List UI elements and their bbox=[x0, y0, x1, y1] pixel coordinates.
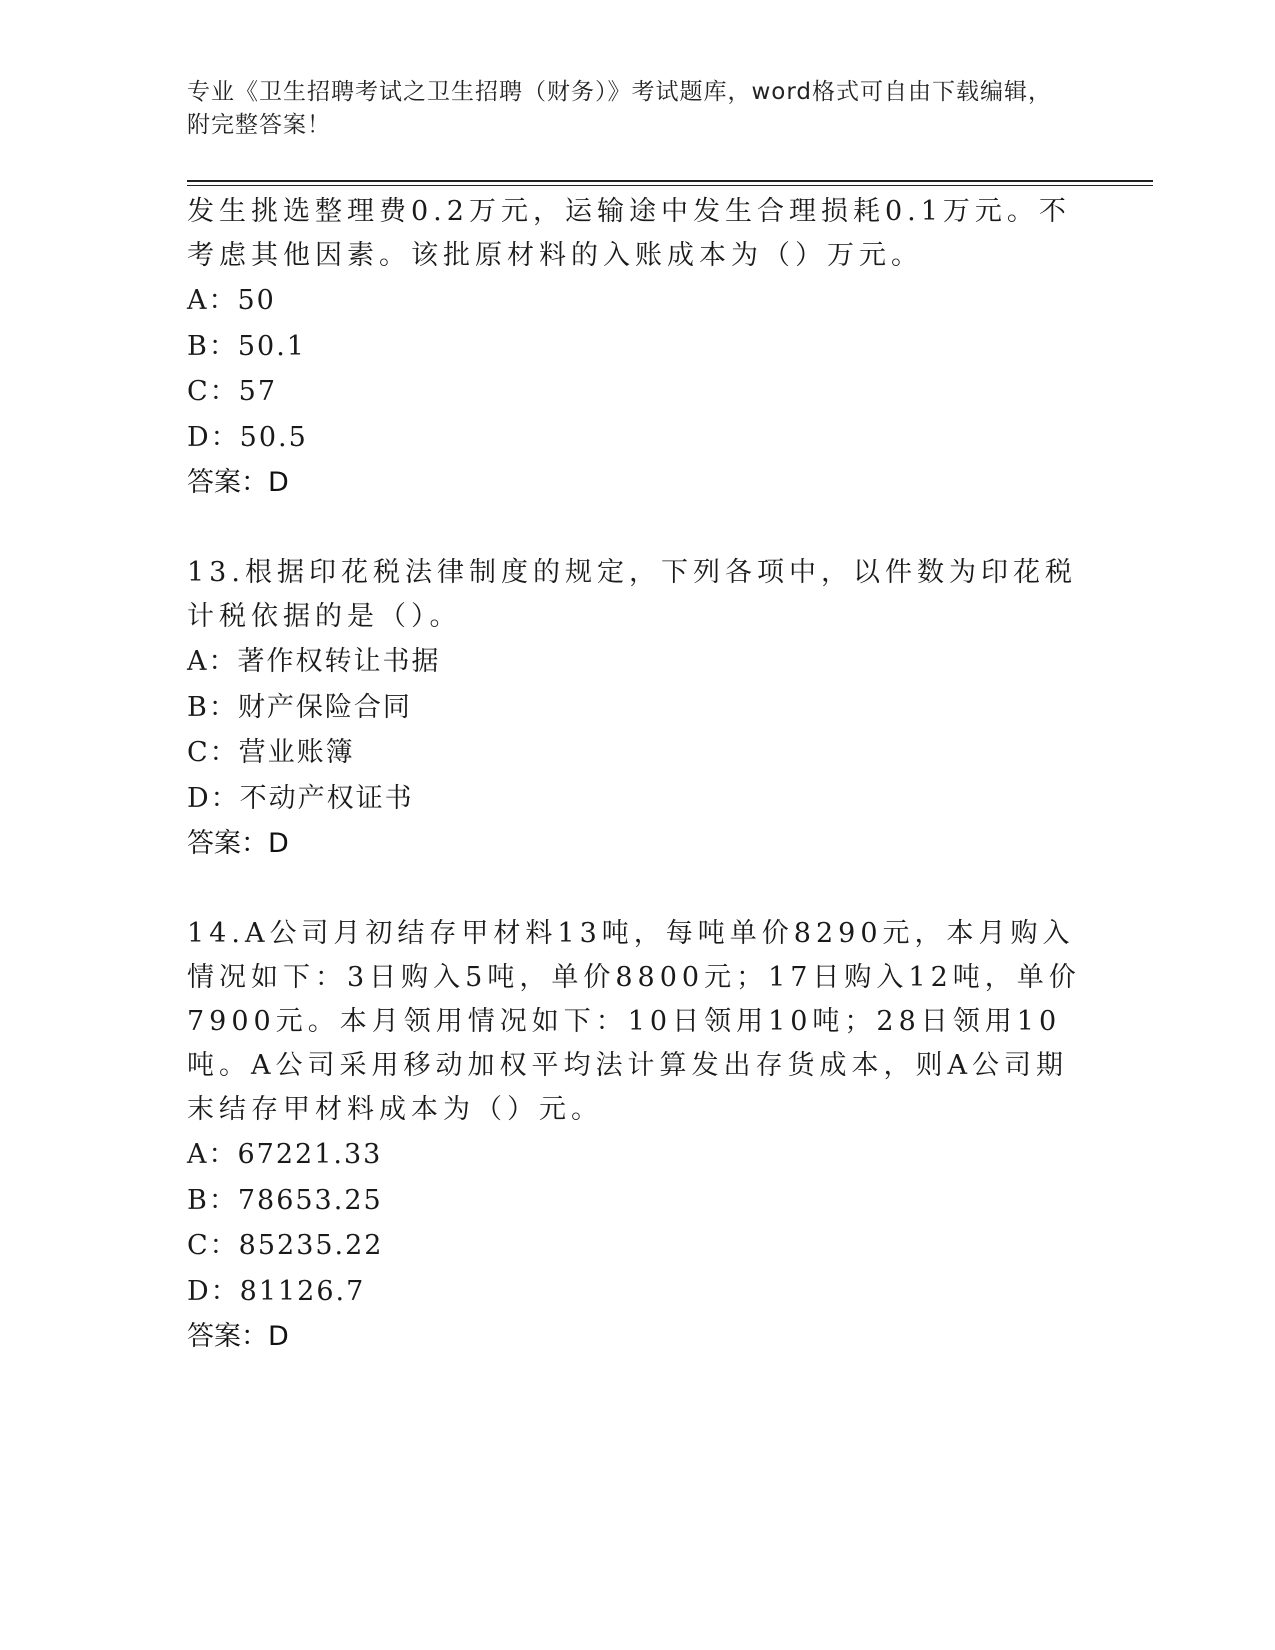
question-stem: 14.A公司月初结存甲材料13吨，每吨单价8290元，本月购入情况如下：3日购入5吨，单价8800元；17日购入12吨，单价7900元。本月领用情况如下：10日领用10吨；28日领用10吨。A公司采用移动加权平均法计算发出存货成本，则A公司期末结存甲材料成本为（）元。 bbox=[187, 918, 1081, 1125]
document-header: 专业《卫生招聘考试之卫生招聘（财务）》考试题库，word格式可自由下载编辑，附完整答案！ bbox=[187, 79, 1053, 138]
answer-line: 答案：D bbox=[187, 828, 289, 859]
option-a: A：50 bbox=[187, 285, 276, 316]
option-d: D：81126.7 bbox=[187, 1275, 366, 1307]
option-b: B：78653.25 bbox=[187, 1184, 383, 1216]
question-12 bbox=[187, 190, 1087, 505]
header-divider bbox=[187, 180, 1153, 182]
question-13 bbox=[187, 551, 1087, 866]
answer-line: 答案：D bbox=[187, 467, 289, 498]
option-d: D：50.5 bbox=[187, 421, 308, 453]
option-c: C：营业账簿 bbox=[187, 737, 355, 768]
option-b: B：财产保险合同 bbox=[187, 691, 412, 723]
option-a: A：著作权转让书据 bbox=[187, 646, 441, 677]
option-a: A：67221.33 bbox=[187, 1139, 383, 1170]
answer-line: 答案：D bbox=[187, 1321, 289, 1352]
question-stem: 发生挑选整理费0.2万元，运输途中发生合理损耗0.1万元。不考虑其他因素。该批原材料的入账成本为（）万元。 bbox=[187, 196, 1071, 271]
option-d: D：不动产权证书 bbox=[187, 782, 414, 814]
option-b: B：50.1 bbox=[187, 330, 306, 362]
option-c: C：85235.22 bbox=[187, 1230, 384, 1261]
document-body bbox=[187, 190, 1087, 1359]
header-divider-thin bbox=[187, 185, 1153, 186]
question-14 bbox=[187, 912, 1087, 1359]
question-stem: 13.根据印花税法律制度的规定，下列各项中，以件数为印花税计税依据的是（）。 bbox=[187, 557, 1077, 632]
option-c: C：57 bbox=[187, 376, 278, 407]
